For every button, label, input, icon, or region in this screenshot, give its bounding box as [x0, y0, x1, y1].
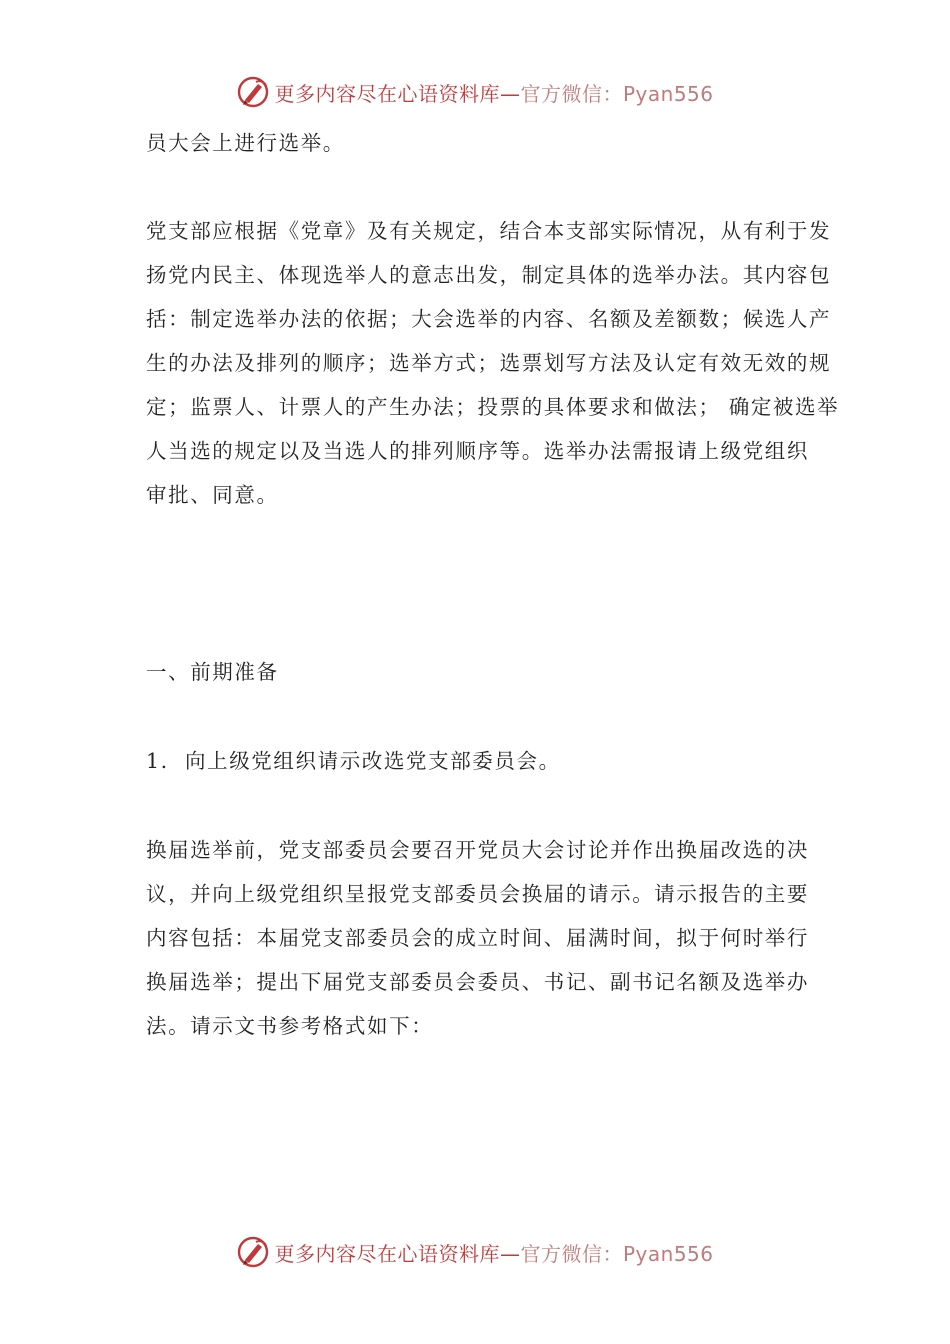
list-item-text: 1. 向上级党组织请示改选党支部委员会。 — [146, 749, 561, 773]
header-banner — [0, 72, 950, 112]
banner-separator: — — [499, 1241, 521, 1266]
text-line: 定；监票人、计票人的产生办法；投票的具体要求和做法； 确定被选举 — [146, 395, 840, 419]
paragraph-2 — [146, 828, 826, 1048]
text-line: 生的办法及排列的顺序；选举方式；选票划写方法及认定有效无效的规 — [146, 351, 832, 375]
banner-title: 更多内容尽在心语资料库 — [274, 81, 500, 106]
heading-text: 一、前期准备 — [146, 660, 279, 684]
text-line: 换届选举；提出下届党支部委员会委员、书记、副书记名额及选举办 — [146, 970, 809, 994]
banner-wechat-id: Pyan556 — [622, 81, 714, 106]
text-line: 扬党内民主、体现选举人的意志出发，制定具体的选举办法。其内容包 — [146, 263, 832, 287]
paragraph-0 — [146, 121, 826, 165]
banner-text — [274, 78, 713, 107]
text-line: 党支部应根据《党章》及有关规定，结合本支部实际情况，从有利于发 — [146, 219, 832, 243]
banner-wechat-label: 官方微信： — [520, 81, 623, 106]
text-line: 员大会上进行选举。 — [146, 131, 345, 155]
text-line: 换届选举前，党支部委员会要召开党员大会讨论并作出换届改选的决 — [146, 838, 809, 862]
text-line: 审批、同意。 — [146, 483, 279, 507]
paragraph-1 — [146, 209, 840, 517]
banner-wechat-label: 官方微信： — [520, 1241, 623, 1266]
list-item-1 — [146, 739, 826, 783]
footer-banner — [0, 1232, 950, 1272]
text-line: 议，并向上级党组织呈报党支部委员会换届的请示。请示报告的主要 — [146, 882, 809, 906]
text-line: 法。请示文书参考格式如下： — [146, 1014, 434, 1038]
section-heading — [146, 650, 826, 694]
pen-logo-icon — [236, 75, 270, 109]
text-line: 人当选的规定以及当选人的排列顺序等。选举办法需报请上级党组织 — [146, 439, 809, 463]
banner-wechat-id: Pyan556 — [622, 1241, 714, 1266]
banner-text — [274, 1238, 713, 1267]
banner-separator: — — [499, 81, 521, 106]
text-line: 内容包括：本届党支部委员会的成立时间、届满时间，拟于何时举行 — [146, 926, 809, 950]
text-line: 括：制定选举办法的依据；大会选举的内容、名额及差额数；候选人产 — [146, 307, 832, 331]
banner-title: 更多内容尽在心语资料库 — [274, 1241, 500, 1266]
pen-logo-icon — [236, 1235, 270, 1269]
